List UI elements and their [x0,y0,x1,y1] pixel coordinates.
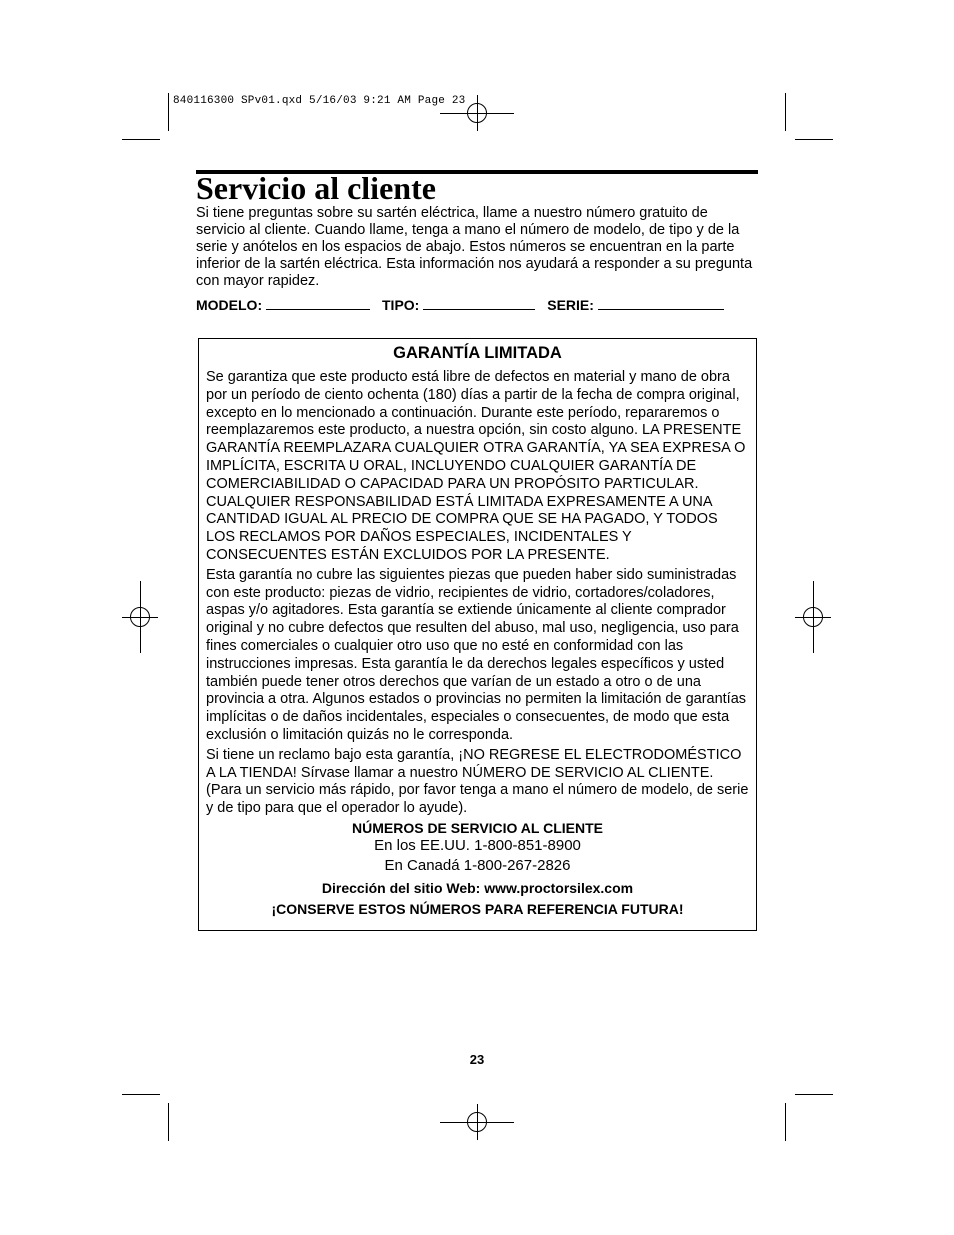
type-field [382,297,535,313]
warranty-heading: GARANTÍA LIMITADA [393,344,562,362]
keep-numbers-note: ¡CONSERVE ESTOS NÚMEROS PARA REFERENCIA FUTURA! [271,900,684,917]
crop-mark [122,1094,160,1095]
page-number: 23 [469,1052,485,1067]
type-label: TIPO: [382,297,420,313]
crop-mark [122,139,160,140]
model-blank [266,297,370,310]
serial-label: SERIE: [547,297,594,313]
type-blank [423,297,535,310]
printer-slug: 840116300 SPv01.qxd 5/16/03 9:21 AM Page 23 [173,95,466,107]
warranty-paragraph: Esta garantía no cubre las siguientes piezas que pueden haber sido suministradas con este producto: piezas de vidrio, recipientes de vidrio, cortadores/coladores, aspas y/o agitadores. Esta garantía se extiende únicamente al cliente comprador original y no cubre defectos que resulten del abuso, mal uso, negligencia, uso para fines comerciales o cualquier otro uso que no esté en conformidad con las instrucciones impresas. Esta garantía le da derechos legales específicos y usted también puede tener otros derechos que varían de un estado a otro o de una provincia a otra. Algunos estados o provincias no permiten la limitación de garantías implícitas o de daños incidentales, especiales o consecuentes, de modo que esta exclusión o limitación quizás no le corresponda. [206,566,747,743]
warranty-paragraph: Se garantiza que este producto está libre de defectos en material y mano de obra por un período de ciento ochenta (180) días a partir de la fecha de compra original, excepto en lo mencionado a continuación. Durante este período, repararemos o reemplazaremos este producto, a nuestra opción, sin costo alguno. LA PRESENTE GARANTÍA REEMPLAZARA CUALQUIER OTRA GARANTÍA, YA SEA EXPRESA O IMPLÍCITA, ESCRITA U ORAL, INCLUYENDO CUALQUIER GARANTÍA DE COMERCIABILIDAD O CAPACIDAD PARA UN PROPÓSITO PARTICULAR. CUALQUIER RESPONSABILIDAD ESTÁ LIMITADA EXPRESAMENTE A UNA CANTIDAD IGUAL AL PRECIO DE COMPRA QUE SE HA PAGADO, Y TODOS LOS RECLAMOS POR DAÑOS ESPECIALES, INCIDENTALES Y CONSECUENTES ESTÁN EXCLUIDOS POR LA PRESENTE. [206,369,746,563]
crop-mark [168,1103,169,1141]
crop-mark [795,139,833,140]
crop-mark [785,93,786,131]
model-label: MODELO: [196,297,263,313]
serial-field [547,297,724,313]
page-title: Servicio al cliente [196,170,436,206]
warranty-paragraph: Si tiene un reclamo bajo esta garantía, ¡NO REGRESE EL ELECTRODOMÉSTICO A LA TIENDA! Sírvase llamar a nuestro NÚMERO DE SERVICIO AL CLIENTE. (Para un servicio más rápido, por favor tenga a mano el número de modelo, de serie y de tipo para que el operador lo ayude). [206,746,749,817]
registration-mark-icon [440,1104,514,1140]
warranty-box [198,338,757,931]
crop-mark [168,93,169,131]
serial-blank [598,297,724,310]
registration-mark-icon [795,581,831,653]
phone-us: En los EE.UU. 1-800-851-8900 [374,836,581,854]
website-address: Dirección del sitio Web: www.proctorsilex.com [321,879,634,896]
registration-mark-icon [122,581,158,653]
registration-mark-icon [440,95,514,131]
service-numbers-heading: NÚMEROS DE SERVICIO AL CLIENTE [352,819,603,836]
crop-mark [795,1094,833,1095]
crop-mark [785,1103,786,1141]
phone-canada: En Canadá 1-800-267-2826 [384,856,571,874]
model-field [196,297,370,313]
intro-paragraph: Si tiene preguntas sobre su sartén eléctrica, llame a nuestro número gratuito de servicio al cliente. Cuando llame, tenga a mano el número de modelo, de tipo y de la serie y anótelos en los espacios de abajo. Estos números se encuentran en la parte inferior de la sartén eléctrica. Esta información nos ayudará a responder a su pregunta con mayor rapidez. [196,205,753,289]
product-id-fields [196,297,758,313]
